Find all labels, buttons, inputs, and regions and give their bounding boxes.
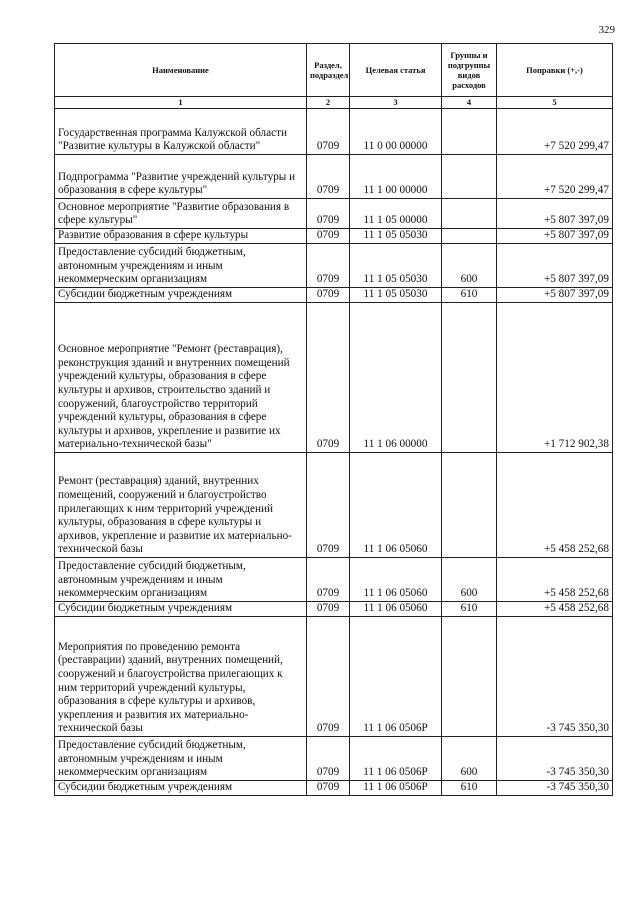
row-name: Развитие образования в сфере культуры [55, 229, 307, 244]
row-group: 600 [442, 244, 497, 288]
page-number: 329 [598, 24, 615, 36]
row-group: 610 [442, 602, 497, 617]
table-row [55, 303, 613, 453]
row-section: 0709 [307, 602, 350, 617]
column-number: 5 [497, 97, 613, 109]
row-group [442, 199, 497, 229]
row-group [442, 229, 497, 244]
row-name: Субсидии бюджетным учреждениям [55, 781, 307, 796]
row-section: 0709 [307, 109, 350, 155]
row-name: Субсидии бюджетным учреждениям [55, 288, 307, 303]
table-row [55, 199, 613, 229]
table-row [55, 737, 613, 781]
table-row [55, 109, 613, 155]
row-amount: +7 520 299,47 [497, 155, 613, 199]
row-amount: +5 458 252,68 [497, 453, 613, 558]
row-amount: +5 458 252,68 [497, 602, 613, 617]
row-article: 11 1 05 05030 [350, 229, 442, 244]
row-group [442, 453, 497, 558]
row-section: 0709 [307, 781, 350, 796]
row-amount: +5 807 397,09 [497, 244, 613, 288]
row-section: 0709 [307, 244, 350, 288]
row-article: 11 1 06 05060 [350, 453, 442, 558]
row-section: 0709 [307, 558, 350, 602]
row-section: 0709 [307, 737, 350, 781]
row-group: 610 [442, 288, 497, 303]
row-article: 11 1 06 05060 [350, 602, 442, 617]
row-name: Основное мероприятие "Ремонт (реставрация), реконструкция зданий и внутренних помещений учреждений культуры, образования в сфере культуры и архивов, строительство зданий и сооружений, благоустройство территорий учреждений культуры, образования в сфере культуры и архивов, укрепление и развитие их материально-технической базы" [55, 303, 307, 453]
row-section: 0709 [307, 617, 350, 737]
row-section: 0709 [307, 229, 350, 244]
table-row [55, 602, 613, 617]
row-group [442, 617, 497, 737]
row-amount: +5 458 252,68 [497, 558, 613, 602]
row-section: 0709 [307, 303, 350, 453]
table-row [55, 155, 613, 199]
row-group [442, 109, 497, 155]
row-amount: +5 807 397,09 [497, 288, 613, 303]
column-number: 1 [55, 97, 307, 109]
budget-table [54, 43, 613, 796]
column-number: 2 [307, 97, 350, 109]
row-article: 11 0 00 00000 [350, 109, 442, 155]
row-article: 11 1 06 0506Р [350, 781, 442, 796]
header-article: Целевая статья [350, 44, 442, 97]
row-group: 600 [442, 558, 497, 602]
row-amount: +5 807 397,09 [497, 229, 613, 244]
row-name: Подпрограмма "Развитие учреждений культуры и образования в сфере культуры" [55, 155, 307, 199]
header-amount: Поправки (+,-) [497, 44, 613, 97]
table-row [55, 558, 613, 602]
row-name: Предоставление субсидий бюджетным, автономным учреждениям и иным некоммерческим организациям [55, 244, 307, 288]
row-article: 11 1 06 0506Р [350, 737, 442, 781]
row-amount: -3 745 350,30 [497, 617, 613, 737]
table-header [55, 44, 613, 109]
row-name: Мероприятия по проведению ремонта (реставрации) зданий, внутренних помещений, сооружений и благоустройства прилегающих к ним территорий учреждений культуры, образования в сфере культуры и архивов, укрепления и развития их материально-технической базы [55, 617, 307, 737]
row-article: 11 1 06 0506Р [350, 617, 442, 737]
row-article: 11 1 06 05060 [350, 558, 442, 602]
column-number: 3 [350, 97, 442, 109]
row-group: 600 [442, 737, 497, 781]
row-name: Субсидии бюджетным учреждениям [55, 602, 307, 617]
row-section: 0709 [307, 155, 350, 199]
row-amount: +1 712 902,38 [497, 303, 613, 453]
row-article: 11 1 05 00000 [350, 199, 442, 229]
row-article: 11 1 06 00000 [350, 303, 442, 453]
table-row [55, 244, 613, 288]
row-name: Государственная программа Калужской области "Развитие культуры в Калужской области" [55, 109, 307, 155]
header-section: Раздел, подраздел [307, 44, 350, 97]
row-section: 0709 [307, 453, 350, 558]
table-row [55, 617, 613, 737]
row-name: Предоставление субсидий бюджетным, автономным учреждениям и иным некоммерческим организациям [55, 558, 307, 602]
row-amount: -3 745 350,30 [497, 737, 613, 781]
header-name: Наименование [55, 44, 307, 97]
column-number: 4 [442, 97, 497, 109]
table-body [55, 109, 613, 796]
row-name: Основное мероприятие "Развитие образования в сфере культуры" [55, 199, 307, 229]
header-row [55, 44, 613, 97]
row-group: 610 [442, 781, 497, 796]
row-group [442, 155, 497, 199]
row-group [442, 303, 497, 453]
row-article: 11 1 00 00000 [350, 155, 442, 199]
table-row [55, 229, 613, 244]
row-section: 0709 [307, 199, 350, 229]
row-name: Ремонт (реставрация) зданий, внутренних помещений, сооружений и благоустройство прилегающих к ним территорий учреждений культуры, образования в сфере культуры и архивов, укрепление и развитие их материально-технической базы [55, 453, 307, 558]
column-number-row [55, 97, 613, 109]
table-row [55, 453, 613, 558]
table-row [55, 288, 613, 303]
row-section: 0709 [307, 288, 350, 303]
row-article: 11 1 05 05030 [350, 288, 442, 303]
row-amount: +7 520 299,47 [497, 109, 613, 155]
row-amount: -3 745 350,30 [497, 781, 613, 796]
row-amount: +5 807 397,09 [497, 199, 613, 229]
header-group: Группы и подгруппы видов расходов [442, 44, 497, 97]
table-row [55, 781, 613, 796]
row-name: Предоставление субсидий бюджетным, автономным учреждениям и иным некоммерческим организациям [55, 737, 307, 781]
row-article: 11 1 05 05030 [350, 244, 442, 288]
